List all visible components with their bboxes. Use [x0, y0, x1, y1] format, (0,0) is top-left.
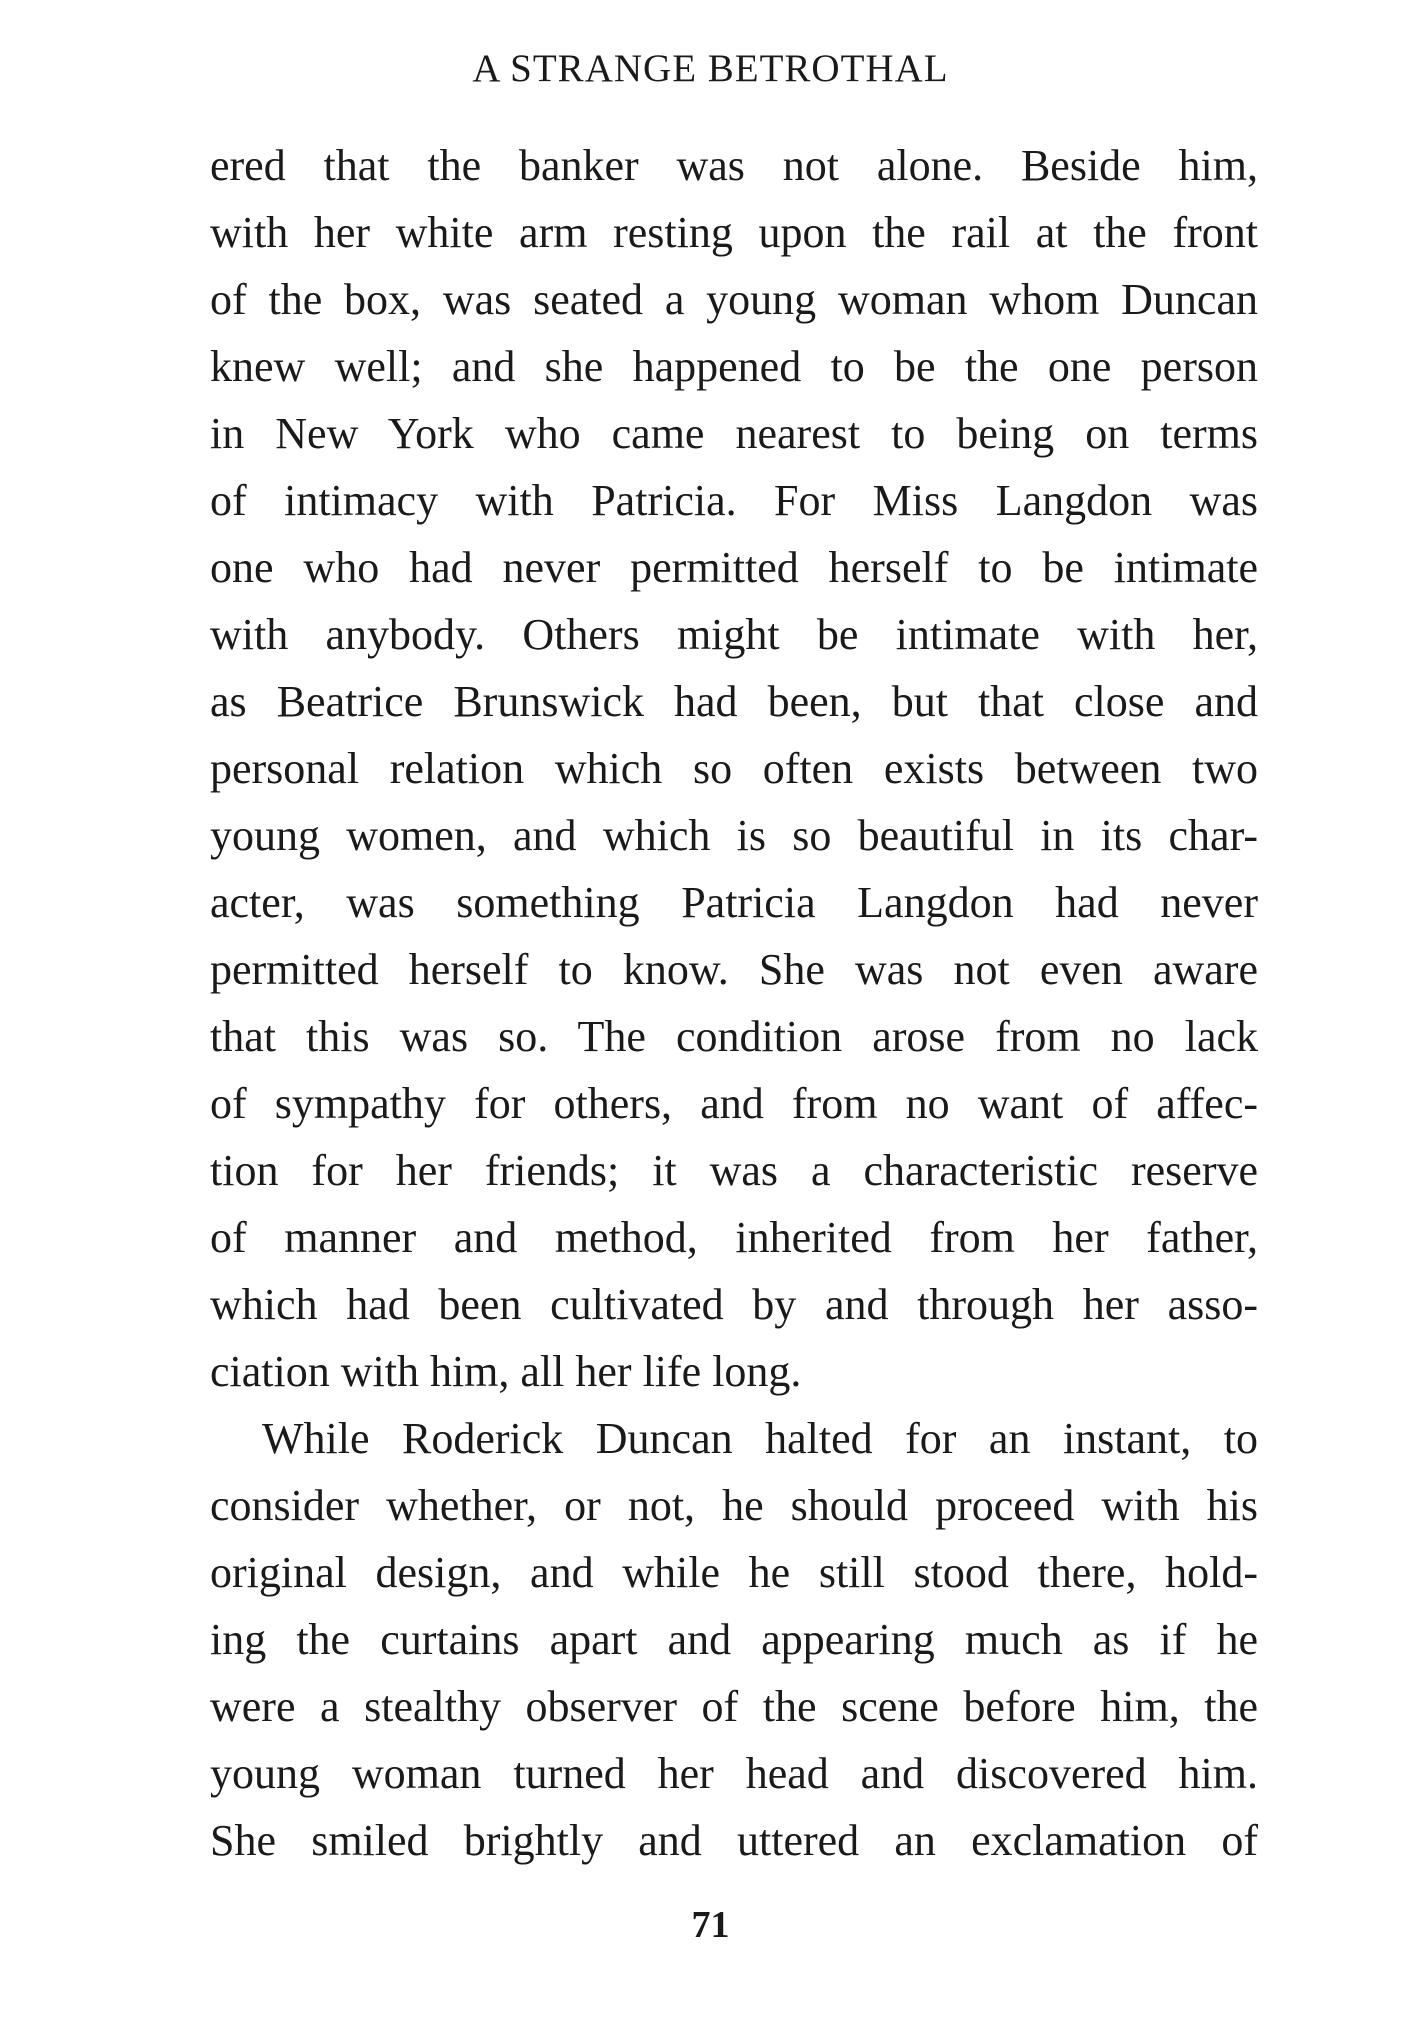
text-line: original design, and while he still stood there, hold-: [210, 1548, 1258, 1597]
text-line: in New York who came nearest to being on terms: [210, 409, 1258, 458]
text-line: young women, and which is so beautiful in its char-: [210, 811, 1258, 860]
text-line: of sympathy for others, and from no want of affec-: [210, 1079, 1258, 1128]
text-line: were a stealthy observer of the scene before him, the: [210, 1682, 1258, 1731]
body-text: [210, 132, 1258, 1874]
text-line: that this was so. The condition arose from no lack: [210, 1012, 1258, 1061]
text-line: with anybody. Others might be intimate with her,: [210, 610, 1258, 659]
text-line: which had been cultivated by and through her asso-: [210, 1280, 1258, 1329]
paragraph: [210, 1405, 1258, 1874]
text-line: permitted herself to know. She was not even aware: [210, 945, 1258, 994]
text-line: personal relation which so often exists between two: [210, 744, 1258, 793]
text-line: ciation with him, all her life long.: [210, 1347, 802, 1396]
text-line: of manner and method, inherited from her father,: [210, 1213, 1258, 1262]
text-line: While Roderick Duncan halted for an instant, to: [262, 1414, 1258, 1463]
page-number: 71: [691, 1904, 730, 1946]
paragraph: [210, 132, 1258, 1405]
text-line: consider whether, or not, he should proceed with his: [210, 1481, 1258, 1530]
text-line: with her white arm resting upon the rail at the front: [210, 208, 1258, 257]
running-title: A STRANGE BETROTHAL: [472, 47, 949, 90]
text-line: of intimacy with Patricia. For Miss Langdon was: [210, 476, 1258, 525]
text-line: young woman turned her head and discovered him.: [210, 1749, 1258, 1798]
text-line: as Beatrice Brunswick had been, but that close and: [210, 677, 1258, 726]
text-line: tion for her friends; it was a characteristic reserve: [210, 1146, 1258, 1195]
text-line: She smiled brightly and uttered an exclamation of: [210, 1816, 1258, 1865]
text-line: knew well; and she happened to be the one person: [210, 342, 1258, 391]
text-line: one who had never permitted herself to be intimate: [210, 543, 1258, 592]
text-line: acter, was something Patricia Langdon had never: [210, 878, 1258, 927]
text-line: ing the curtains apart and appearing much as if he: [210, 1615, 1258, 1664]
text-line: ered that the banker was not alone. Beside him,: [210, 141, 1258, 190]
text-line: of the box, was seated a young woman whom Duncan: [210, 275, 1258, 324]
